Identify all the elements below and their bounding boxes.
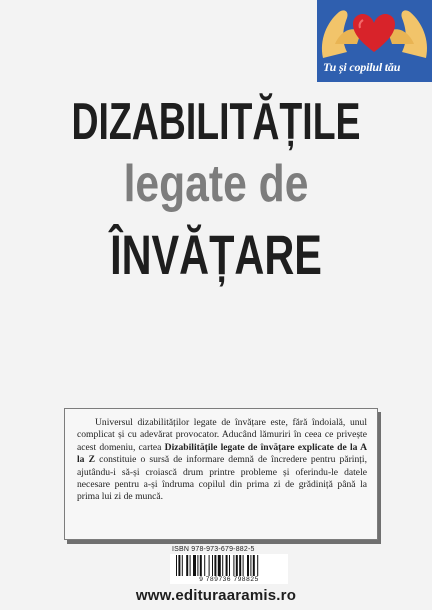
barcode-bar [178, 555, 180, 577]
barcode-bar [222, 555, 223, 577]
barcode-bar [204, 555, 205, 577]
description-part-1: Universul dizabilităților legate de învățare este, fără îndoială, unul complicat și cu adevărat provocator. Aducând lămuriri în ceea ce privește acest domeniu, cartea [77, 417, 367, 453]
barcode-bar [182, 555, 183, 577]
title-line-3: ÎNVĂȚARE [110, 223, 322, 286]
barcode-bar [190, 555, 191, 577]
barcode-bar [247, 555, 249, 577]
barcode-bar [226, 555, 228, 577]
barcode-bar [253, 555, 255, 577]
description-box [64, 408, 378, 540]
title-line-2: legate de [123, 155, 309, 213]
barcode-digits: 9 789736 798825 [170, 576, 288, 583]
barcode [170, 554, 288, 584]
barcode-bar [257, 555, 258, 577]
barcode-bar [218, 555, 221, 577]
isbn-label: ISBN 978-973-679-882-5 [172, 546, 255, 553]
barcode-bar [243, 555, 244, 577]
barcode-bar [197, 555, 198, 577]
description-part-2: constituie o sursă de informare demnă de încredere pentru părinți, ajutându-i să-și croiască drum printre probleme și oferindu-le datele necesare pentru a-și îndruma copilul din prima zi de grădiniță până la prima lui zi de muncă. [77, 454, 367, 503]
publisher-website: www.edituraaramis.ro [135, 587, 297, 604]
barcode-bar [236, 555, 238, 577]
description-book-title: Dizabilitățile legate de învățare explicate de la A la Z [77, 441, 368, 466]
title-line-1: DIZABILITĂȚILE [71, 93, 361, 151]
barcode-bar [193, 555, 196, 577]
barcode-bar [176, 555, 177, 577]
barcode-bar [250, 555, 251, 577]
barcode-bar [239, 555, 241, 577]
description-text [77, 417, 367, 504]
barcode-bar [200, 555, 202, 577]
barcode-bar [229, 555, 230, 577]
barcode-bar [209, 555, 210, 577]
barcode-bar [212, 555, 213, 577]
barcode-bars [176, 555, 282, 577]
barcode-bar [186, 555, 188, 577]
logo-tagline: Tu și copilul tău [323, 60, 401, 74]
barcode-bar [214, 555, 216, 577]
barcode-bar [233, 555, 234, 577]
publisher-logo [317, 0, 432, 82]
